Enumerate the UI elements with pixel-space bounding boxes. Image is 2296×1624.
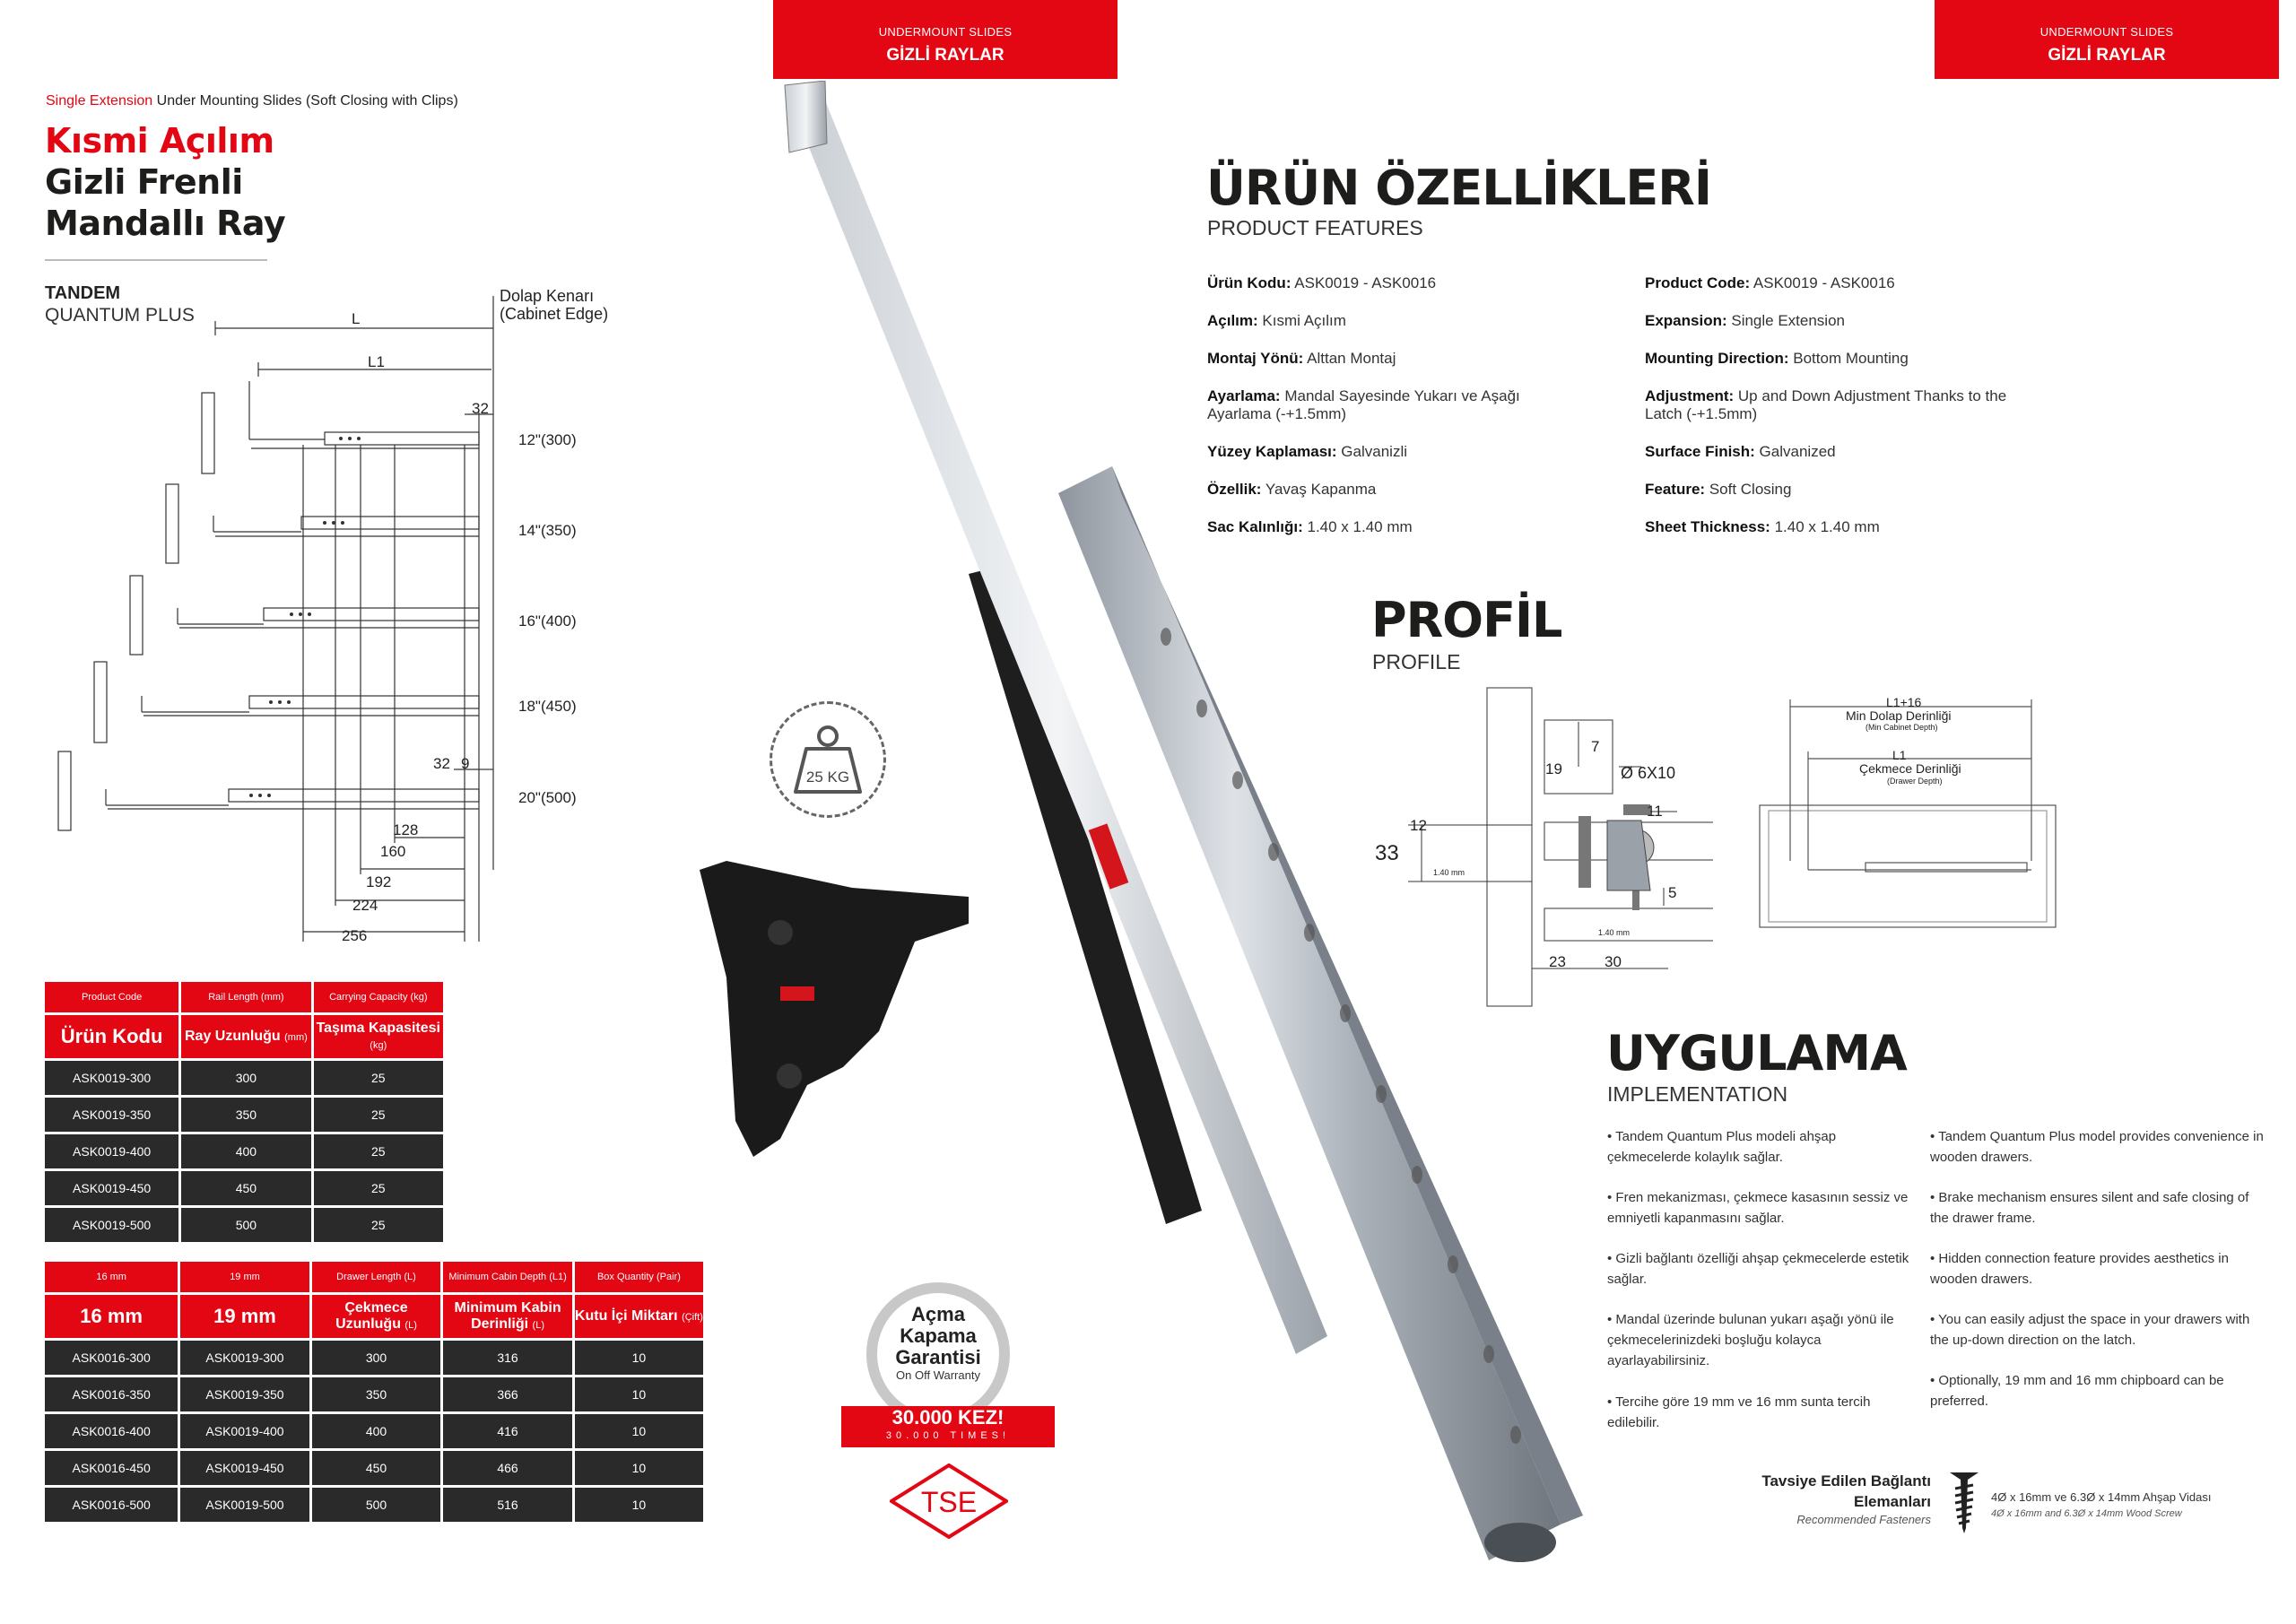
- feature-value: Mandal Sayesinde Yukarı ve Aşağı Ayarlama (-+1.5mm): [1207, 387, 1520, 422]
- dim-160: 160: [380, 843, 406, 860]
- tse-text: TSE: [920, 1486, 978, 1518]
- th-ray-uzunlugu-label: Ray Uzunluğu: [185, 1028, 281, 1044]
- warranty-line-2: Kapama: [900, 1324, 977, 1347]
- size-label-450: 18"(450): [518, 698, 577, 715]
- cell: ASK0016-400: [45, 1414, 178, 1448]
- clip-hole: [768, 920, 793, 945]
- feature-label: Açılım:: [1207, 312, 1258, 329]
- cell: 10: [575, 1341, 703, 1375]
- warranty-count-sub: 30.000 TIMES!: [885, 1430, 1011, 1441]
- table-row: [45, 1208, 443, 1242]
- cell: 10: [575, 1451, 703, 1485]
- feature-item: [1645, 274, 2022, 312]
- feature-value: ASK0019 - ASK0016: [1752, 274, 1895, 291]
- th-urun-kodu-label: Ürün Kodu: [60, 1025, 163, 1047]
- drawer-clip: [700, 861, 969, 1157]
- table-row: [45, 1061, 443, 1095]
- depth-l1-16: L1+16: [1886, 695, 1922, 709]
- cell: 300: [312, 1341, 441, 1375]
- dim-128: 128: [393, 821, 419, 838]
- feature-item: [1207, 481, 1584, 518]
- header-tab-small: UNDERMOUNT SLIDES: [2039, 25, 2174, 39]
- profile-dim-7: 7: [1591, 738, 1600, 755]
- header-tab-right: [1935, 0, 2279, 79]
- dim-256: 256: [342, 927, 368, 944]
- table-row: [45, 1414, 703, 1448]
- profile-dim-12: 12: [1410, 817, 1427, 834]
- dim-192: 192: [366, 873, 392, 890]
- feature-value: Galvanized: [1759, 443, 1836, 460]
- cell: 350: [312, 1377, 441, 1411]
- table-row: [45, 1488, 703, 1522]
- cell: ASK0019-300: [45, 1061, 178, 1095]
- cell: 500: [312, 1488, 441, 1522]
- feature-label: Surface Finish:: [1645, 443, 1755, 460]
- list-item: • Tandem Quantum Plus model provides convenience in wooden drawers.: [1930, 1129, 2264, 1165]
- size-label-300: 12"(300): [518, 431, 577, 448]
- th-capacity: Carrying Capacity (kg): [314, 982, 443, 1012]
- cabinet-edge-label: [500, 287, 608, 323]
- header-tab-small: UNDERMOUNT SLIDES: [878, 25, 1013, 39]
- feature-item: [1645, 443, 2022, 481]
- feature-value: Galvanizli: [1341, 443, 1407, 460]
- cell: 400: [181, 1134, 310, 1168]
- th-ray-uzunlugu-unit: (mm): [284, 1031, 308, 1043]
- th-19mm: [180, 1295, 309, 1338]
- feature-value: Soft Closing: [1709, 481, 1792, 498]
- feature-value: Bottom Mounting: [1793, 350, 1909, 367]
- subtitle-red: Single Extension: [46, 93, 153, 109]
- model-label: QUANTUM PLUS: [45, 305, 195, 326]
- cell: ASK0019-450: [180, 1451, 309, 1485]
- th-min-kabin: [443, 1295, 572, 1338]
- fasteners-spec-tr: 4Ø x 16mm ve 6.3Ø x 14mm Ahşap Vidası: [1991, 1490, 2212, 1504]
- th-16mm-label: 16 mm: [80, 1305, 143, 1327]
- table-row: [45, 1341, 703, 1375]
- rail-spec-table: [42, 979, 446, 1245]
- cell: 316: [443, 1341, 572, 1375]
- feature-label: Product Code:: [1645, 274, 1751, 291]
- th-16mm-en: 16 mm: [45, 1262, 178, 1292]
- depth-min-cabinet-en: (Min Cabinet Depth): [1866, 723, 1938, 732]
- rail-hook: [785, 81, 827, 152]
- th-min-kabin-label: Minimum Kabin Derinliği: [454, 1299, 561, 1332]
- th-min-cabin-depth: Minimum Cabin Depth (L1): [443, 1262, 572, 1292]
- profile-thickness-2: 1.40 mm: [1598, 928, 1631, 937]
- features-en-list: [1645, 274, 2022, 556]
- list-item: • Mandal üzerinde bulunan yukarı aşağı yönü ile çekmecelerinizdeki boşluğu kolayca ayarlayabilirsiniz.: [1607, 1312, 1894, 1368]
- implementation-tr-list: [1607, 1126, 1912, 1433]
- feature-value: Yavaş Kapanma: [1265, 481, 1377, 498]
- fasteners-title: [1704, 1471, 1931, 1528]
- th-tasima-label: Taşıma Kapasitesi: [316, 1020, 440, 1036]
- feature-label: Feature:: [1645, 481, 1706, 498]
- features-tr-list: [1207, 274, 1584, 556]
- feature-label: Mounting Direction:: [1645, 350, 1789, 367]
- cell: ASK0016-500: [45, 1488, 178, 1522]
- th-cekmece-label: Çekmece Uzunluğu: [335, 1299, 408, 1332]
- depth-drawer-en: (Drawer Depth): [1887, 777, 1943, 786]
- cell: 450: [312, 1451, 441, 1485]
- th-product-code: Product Code: [45, 982, 178, 1012]
- cell: ASK0019-350: [45, 1098, 178, 1132]
- profile-dim-5: 5: [1668, 884, 1677, 901]
- title-line-3: Mandallı Ray: [45, 204, 286, 243]
- cell: ASK0016-450: [45, 1451, 178, 1485]
- feature-label: Ayarlama:: [1207, 387, 1281, 404]
- th-kutu-unit: (Çift): [682, 1311, 703, 1323]
- dim-224: 224: [352, 897, 378, 914]
- feature-label: Sac Kalınlığı:: [1207, 518, 1303, 535]
- header-tab-left: [773, 0, 1118, 79]
- depth-l1: L1: [1892, 748, 1907, 762]
- fasteners-title-en: Recommended Fasteners: [1796, 1513, 1931, 1526]
- dim-32-top: 32: [472, 400, 489, 417]
- table-row: [45, 1451, 703, 1485]
- subtitle: [46, 93, 458, 109]
- cabinet-edge-tr: Dolap Kenarı: [500, 287, 595, 305]
- warranty-line-3: Garantisi: [895, 1346, 981, 1368]
- profile-dim-23: 23: [1549, 953, 1566, 970]
- feature-item: [1207, 518, 1584, 556]
- list-item: • Optionally, 19 mm and 16 mm chipboard can be preferred.: [1930, 1373, 2224, 1409]
- dim-L1: L1: [368, 353, 385, 370]
- th-kutu-label: Kutu İçi Miktarı: [574, 1307, 678, 1324]
- rail-end-cap: [1484, 1523, 1556, 1562]
- page-title: [45, 120, 285, 244]
- cell: ASK0019-350: [180, 1377, 309, 1411]
- feature-item: [1207, 443, 1584, 481]
- clip-red-slider: [780, 986, 814, 1001]
- th-min-kabin-unit: (L): [532, 1319, 544, 1331]
- th-19mm-label: 19 mm: [213, 1305, 276, 1327]
- profile-dim-30: 30: [1605, 953, 1622, 970]
- list-item: • Brake mechanism ensures silent and safe closing of the drawer frame.: [1930, 1190, 2249, 1226]
- feature-value: Alttan Montaj: [1307, 350, 1396, 367]
- table-header-tr: [45, 1295, 703, 1338]
- warranty-line-1: Açma: [911, 1303, 965, 1325]
- cell: 450: [181, 1171, 310, 1205]
- cabinet-edge-en: (Cabinet Edge): [500, 305, 609, 323]
- cell: 350: [181, 1098, 310, 1132]
- dim-L: L: [352, 310, 361, 327]
- cell: 10: [575, 1488, 703, 1522]
- cell: ASK0019-300: [180, 1341, 309, 1375]
- profile-title: PROFİL: [1371, 592, 1562, 648]
- list-item: • Tandem Quantum Plus modeli ahşap çekmecelerde kolaylık sağlar.: [1607, 1129, 1837, 1165]
- table-row: [45, 1134, 443, 1168]
- title-line-2: Gizli Frenli: [45, 162, 243, 202]
- feature-value: Single Extension: [1731, 312, 1845, 329]
- th-tasima-unit: (kg): [370, 1039, 387, 1051]
- cell: 25: [314, 1098, 443, 1132]
- title-divider: [45, 259, 267, 261]
- title-line-1: Kısmi Açılım: [45, 121, 274, 161]
- cell: 25: [314, 1208, 443, 1242]
- feature-label: Adjustment:: [1645, 387, 1735, 404]
- cell: 25: [314, 1134, 443, 1168]
- th-kutu: [575, 1295, 703, 1338]
- feature-value: 1.40 x 1.40 mm: [1774, 518, 1880, 535]
- feature-label: Expansion:: [1645, 312, 1727, 329]
- warranty-ribbon: [841, 1406, 1055, 1447]
- cell: 25: [314, 1061, 443, 1095]
- feature-item: [1645, 350, 2022, 387]
- warranty-en: On Off Warranty: [896, 1368, 980, 1382]
- feature-label: Özellik:: [1207, 481, 1262, 498]
- feature-value: Kısmi Açılım: [1262, 312, 1346, 329]
- cell: 300: [181, 1061, 310, 1095]
- feature-item: [1645, 518, 2022, 556]
- fasteners-title-line-1: Tavsiye Edilen Bağlantı: [1761, 1472, 1931, 1489]
- profile-dim-11: 11: [1647, 803, 1663, 820]
- fasteners-title-line-2: Elemanları: [1854, 1493, 1931, 1510]
- fasteners-spec-en: 4Ø x 16mm and 6.3Ø x 14mm Wood Screw: [1991, 1508, 2182, 1519]
- feature-item: [1645, 481, 2022, 518]
- implementation-en-list: [1930, 1126, 2271, 1411]
- cell: 25: [314, 1171, 443, 1205]
- cell: ASK0019-450: [45, 1171, 178, 1205]
- size-label-400: 16"(400): [518, 612, 577, 630]
- drawer-spec-table: [42, 1259, 706, 1524]
- weight-badge-label: 25 KG: [805, 769, 850, 786]
- feature-item: [1207, 274, 1584, 312]
- depth-min-cabinet-tr: Min Dolap Derinliği: [1846, 708, 1952, 723]
- cell: 366: [443, 1377, 572, 1411]
- size-label-350: 14"(350): [518, 522, 577, 539]
- size-label-500: 20"(500): [518, 789, 577, 806]
- th-drawer-length: Drawer Length (L): [312, 1262, 441, 1292]
- depth-drawer-tr: Çekmece Derinliği: [1859, 761, 1961, 776]
- table-row: [45, 1098, 443, 1132]
- th-19mm-en: 19 mm: [180, 1262, 309, 1292]
- profile-drawing: [1372, 686, 1713, 1018]
- cell: ASK0016-350: [45, 1377, 178, 1411]
- cell: ASK0019-500: [45, 1208, 178, 1242]
- th-ray-uzunlugu: [181, 1015, 310, 1058]
- profile-dim-33: 33: [1375, 841, 1399, 865]
- feature-value: 1.40 x 1.40 mm: [1307, 518, 1413, 535]
- table-row: [45, 1171, 443, 1205]
- table-header-en: [45, 1262, 703, 1292]
- implementation-subtitle: IMPLEMENTATION: [1607, 1082, 1788, 1106]
- feature-value: ASK0019 - ASK0016: [1294, 274, 1437, 291]
- subtitle-rest: Under Mounting Slides (Soft Closing with Clips): [156, 93, 458, 109]
- profile-thickness-1: 1.40 mm: [1433, 868, 1465, 877]
- cell: 10: [575, 1377, 703, 1411]
- feature-label: Ürün Kodu:: [1207, 274, 1292, 291]
- cell: 466: [443, 1451, 572, 1485]
- weight-icon: [772, 704, 883, 815]
- feature-value: Up and Down Adjustment Thanks to the Latch (-+1.5mm): [1645, 387, 2007, 422]
- cell: 400: [312, 1414, 441, 1448]
- cell: ASK0019-500: [180, 1488, 309, 1522]
- tse-logo: [890, 1463, 1008, 1539]
- cell: 516: [443, 1488, 572, 1522]
- screw-icon: [1948, 1467, 1980, 1535]
- brand-label: TANDEM: [45, 283, 121, 303]
- features-title: ÜRÜN ÖZELLİKLERİ: [1206, 160, 1711, 216]
- feature-item: [1207, 312, 1584, 350]
- cell: 500: [181, 1208, 310, 1242]
- list-item: • Gizli bağlantı özelliği ahşap çekmecelerde estetik sağlar.: [1607, 1251, 1909, 1287]
- cell: 10: [575, 1414, 703, 1448]
- weight-badge: [770, 701, 886, 818]
- profile-subtitle: PROFILE: [1372, 650, 1461, 673]
- th-urun-kodu: [45, 1015, 178, 1058]
- list-item: • Hidden connection feature provides aesthetics in wooden drawers.: [1930, 1251, 2229, 1287]
- features-subtitle: PRODUCT FEATURES: [1207, 216, 1423, 239]
- implementation-title: UYGULAMA: [1606, 1025, 1907, 1081]
- cell: 416: [443, 1414, 572, 1448]
- th-rail-length: Rail Length (mm): [181, 982, 310, 1012]
- feature-label: Yüzey Kaplaması:: [1207, 443, 1337, 460]
- cell: ASK0019-400: [45, 1134, 178, 1168]
- list-item: • Fren mekanizması, çekmece kasasının sessiz ve emniyetli kapanmasını sağlar.: [1607, 1190, 1909, 1226]
- th-cekmece-unit: (L): [404, 1319, 417, 1331]
- feature-label: Sheet Thickness:: [1645, 518, 1770, 535]
- feature-label: Montaj Yönü:: [1207, 350, 1304, 367]
- feature-item: [1645, 387, 2022, 443]
- th-cekmece: [312, 1295, 441, 1338]
- header-tab-big: GİZLİ RAYLAR: [886, 46, 1004, 65]
- dim-32: 32: [433, 755, 450, 772]
- table-row: [45, 1377, 703, 1411]
- th-16mm: [45, 1295, 178, 1338]
- header-tab-big: GİZLİ RAYLAR: [2048, 46, 2166, 65]
- warranty-seal: [866, 1282, 1010, 1426]
- list-item: • You can easily adjust the space in your drawers with the up-down direction on the latch.: [1930, 1312, 2250, 1348]
- warranty-count: 30.000 KEZ!: [891, 1406, 1004, 1429]
- cell: ASK0016-300: [45, 1341, 178, 1375]
- list-item: • Tercihe göre 19 mm ve 16 mm sunta tercih edilebilir.: [1607, 1394, 1871, 1430]
- table-header-en: [45, 982, 443, 1012]
- table-header-tr: [45, 1015, 443, 1058]
- cell: ASK0019-400: [180, 1414, 309, 1448]
- clip-hole: [777, 1064, 802, 1089]
- th-tasima: [314, 1015, 443, 1058]
- feature-item: [1207, 387, 1584, 443]
- profile-dim-19: 19: [1545, 760, 1562, 777]
- dim-9: 9: [461, 755, 470, 772]
- profile-hole: Ø 6X10: [1621, 764, 1676, 782]
- th-box-quantity: Box Quantity (Pair): [575, 1262, 703, 1292]
- feature-item: [1207, 350, 1584, 387]
- feature-item: [1645, 312, 2022, 350]
